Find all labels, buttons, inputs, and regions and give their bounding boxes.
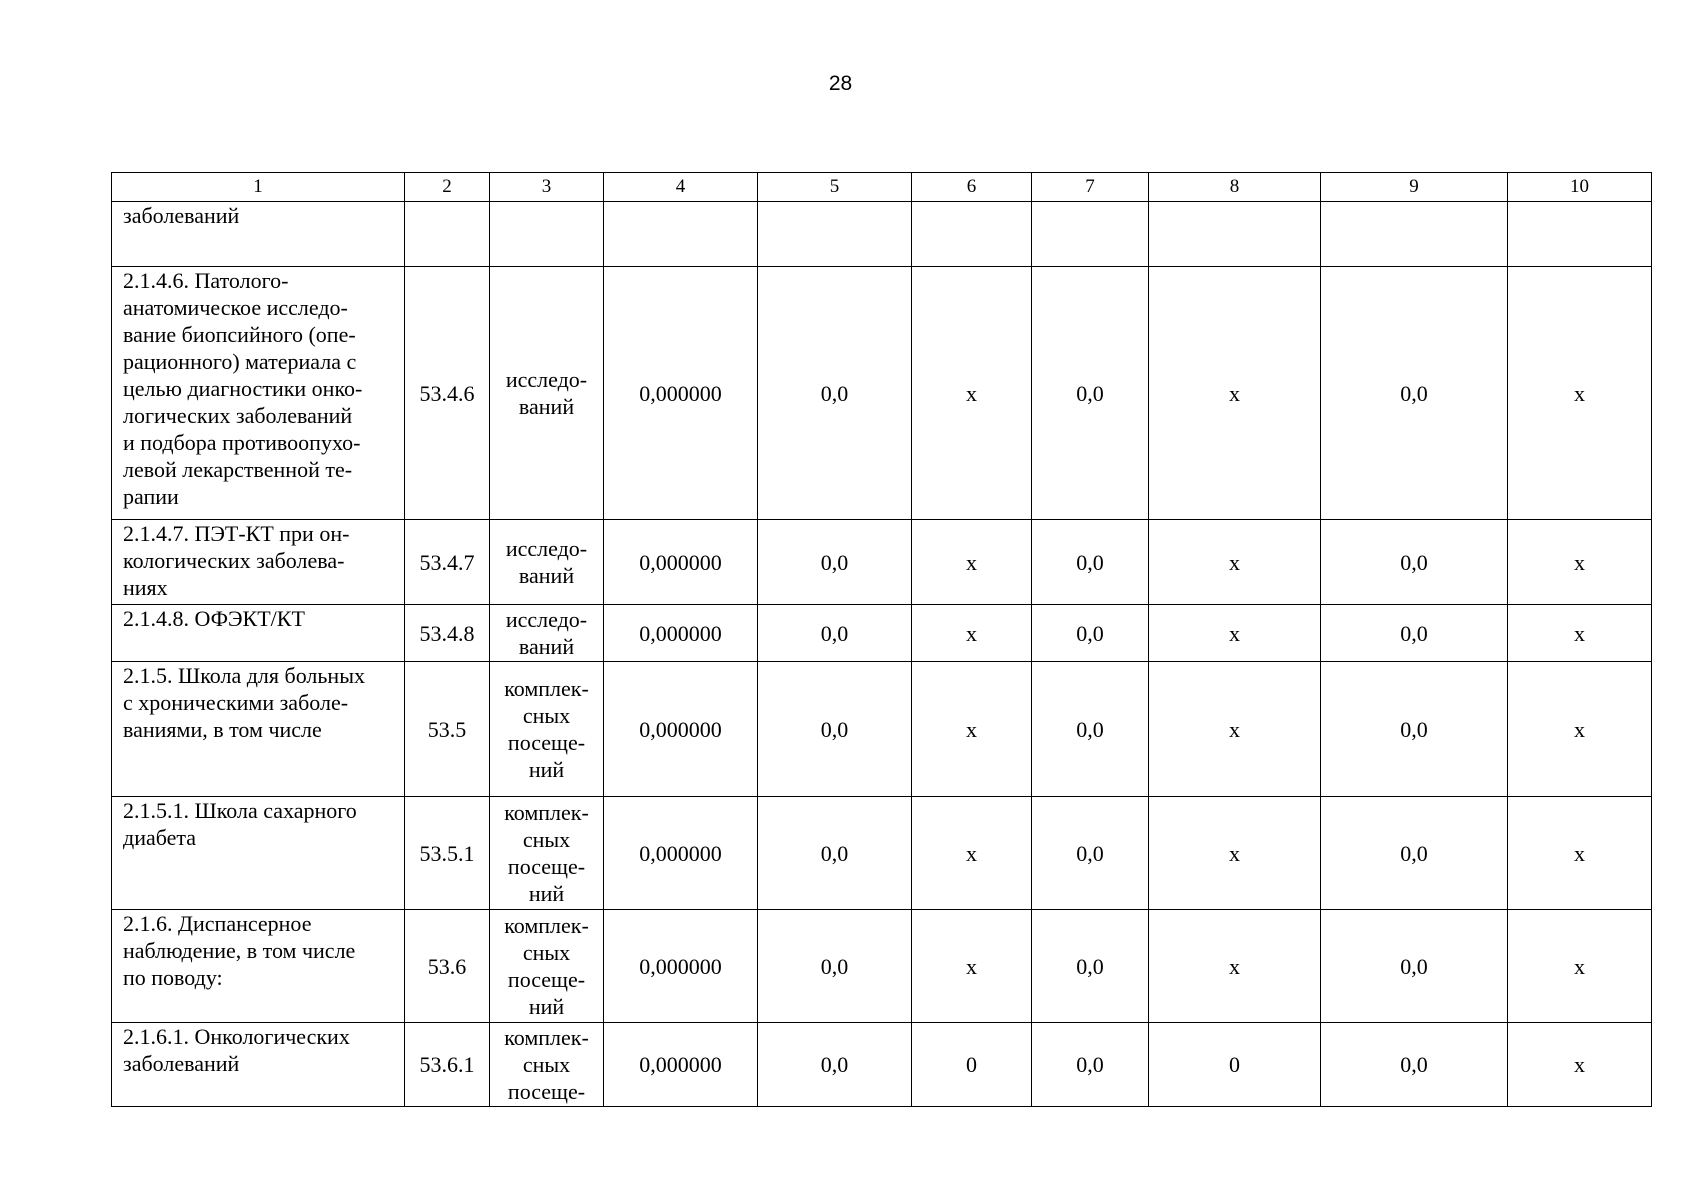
column-header: 4 xyxy=(604,173,758,202)
unit-line: посеще- xyxy=(507,854,586,879)
value-cell: х xyxy=(912,267,1032,520)
unit-cell xyxy=(490,1023,604,1107)
indicator-name-line: ниях xyxy=(123,575,168,600)
table-row xyxy=(112,1023,1652,1107)
indicator-name-cell xyxy=(112,797,405,910)
value-cell: 0 xyxy=(912,1023,1032,1107)
indicator-name-cell xyxy=(112,662,405,797)
value-cell xyxy=(1149,202,1321,267)
unit-line: сных xyxy=(522,827,571,852)
value-cell: 0,000000 xyxy=(604,910,758,1023)
value-cell: 0,0 xyxy=(1321,797,1508,910)
value-cell: х xyxy=(1508,1023,1652,1107)
value-cell: х xyxy=(1149,797,1321,910)
value-cell: 0,0 xyxy=(1032,1023,1149,1107)
indicator-name-line: 2.1.6.1. Онкологических xyxy=(123,1024,350,1049)
value-cell: 0,0 xyxy=(758,267,912,520)
table-row xyxy=(112,662,1652,797)
indicator-name-line: 2.1.4.8. ОФЭКТ/КТ xyxy=(123,606,305,631)
unit-line: ний xyxy=(528,994,565,1019)
indicator-name-line: 2.1.6. Диспансерное xyxy=(123,911,312,936)
unit-line: исследо- xyxy=(505,367,588,392)
value-cell: х xyxy=(1149,605,1321,662)
table-row xyxy=(112,520,1652,605)
indicator-name-line: рационного) материала с xyxy=(123,349,357,374)
indicator-name-line: диабета xyxy=(123,825,197,850)
value-cell: 0,0 xyxy=(1032,910,1149,1023)
value-cell: 0,0 xyxy=(1321,1023,1508,1107)
value-cell: 0,0 xyxy=(1032,605,1149,662)
value-cell: 0,0 xyxy=(758,605,912,662)
column-header: 6 xyxy=(912,173,1032,202)
unit-cell xyxy=(490,267,604,520)
indicator-name-line: заболеваний xyxy=(123,203,240,228)
unit-line: посеще- xyxy=(507,1079,586,1104)
value-cell: 0,000000 xyxy=(604,267,758,520)
indicator-name-cell xyxy=(112,1023,405,1107)
page-number: 28 xyxy=(828,72,853,95)
unit-line: сных xyxy=(522,703,571,728)
row-code-cell: 53.6 xyxy=(405,910,490,1023)
column-header: 7 xyxy=(1032,173,1149,202)
column-header: 2 xyxy=(405,173,490,202)
value-cell xyxy=(1321,202,1508,267)
unit-line: ний xyxy=(528,881,565,906)
unit-cell xyxy=(490,605,604,662)
indicator-name-line: наблюдение, в том числе xyxy=(123,938,356,963)
unit-cell xyxy=(490,910,604,1023)
value-cell: 0 xyxy=(1149,1023,1321,1107)
indicator-name-line: по поводу: xyxy=(123,965,223,990)
value-cell xyxy=(604,202,758,267)
unit-cell xyxy=(490,797,604,910)
unit-line: сных xyxy=(522,940,571,965)
value-cell xyxy=(758,202,912,267)
value-cell: 0,0 xyxy=(1321,267,1508,520)
value-cell: 0,0 xyxy=(758,1023,912,1107)
value-cell: х xyxy=(1149,910,1321,1023)
unit-line: исследо- xyxy=(505,536,588,561)
unit-cell xyxy=(490,662,604,797)
value-cell: 0,000000 xyxy=(604,797,758,910)
value-cell: 0,000000 xyxy=(604,662,758,797)
table-row xyxy=(112,797,1652,910)
unit-cell xyxy=(490,520,604,605)
unit-line: посеще- xyxy=(507,967,586,992)
column-header: 3 xyxy=(490,173,604,202)
value-cell: 0,0 xyxy=(758,662,912,797)
value-cell xyxy=(1508,202,1652,267)
value-cell: х xyxy=(1508,662,1652,797)
value-cell: 0,0 xyxy=(1321,520,1508,605)
row-code-cell: 53.5 xyxy=(405,662,490,797)
indicator-name-line: анатомическое исследо- xyxy=(123,295,348,320)
value-cell: х xyxy=(912,797,1032,910)
indicator-name-line: ваниями, в том числе xyxy=(123,717,322,742)
indicator-name-cell xyxy=(112,267,405,520)
indicator-name-line: целью диагностики онко- xyxy=(123,376,363,401)
row-code-cell: 53.6.1 xyxy=(405,1023,490,1107)
column-header: 10 xyxy=(1508,173,1652,202)
unit-line: ний xyxy=(528,757,565,782)
unit-line: комплек- xyxy=(504,676,589,701)
indicator-name-line: 2.1.4.7. ПЭТ-КТ при он- xyxy=(123,521,350,546)
indicator-name-cell xyxy=(112,202,405,267)
indicator-name-cell xyxy=(112,520,405,605)
data-table xyxy=(111,172,1652,1107)
value-cell: х xyxy=(1149,267,1321,520)
table-row xyxy=(112,910,1652,1023)
row-code-cell xyxy=(405,202,490,267)
unit-line: ваний xyxy=(518,563,575,588)
row-code-cell: 53.4.7 xyxy=(405,520,490,605)
unit-line: исследо- xyxy=(505,607,588,632)
value-cell: 0,000000 xyxy=(604,520,758,605)
indicator-name-line: логических заболеваний xyxy=(123,403,353,428)
value-cell: 0,0 xyxy=(1321,910,1508,1023)
value-cell xyxy=(912,202,1032,267)
indicator-name-line: 2.1.5. Школа для больных xyxy=(123,663,365,688)
column-header: 5 xyxy=(758,173,912,202)
value-cell xyxy=(1032,202,1149,267)
value-cell: х xyxy=(1149,520,1321,605)
value-cell: х xyxy=(1508,605,1652,662)
value-cell: 0,0 xyxy=(1032,267,1149,520)
unit-line: комплек- xyxy=(504,913,589,938)
value-cell: 0,0 xyxy=(758,910,912,1023)
value-cell: х xyxy=(1508,797,1652,910)
value-cell: 0,0 xyxy=(758,520,912,605)
indicator-name-line: 2.1.4.6. Патолого- xyxy=(123,268,289,293)
indicator-name-line: и подбора противоопухо- xyxy=(123,430,361,455)
value-cell: х xyxy=(912,910,1032,1023)
column-header: 9 xyxy=(1321,173,1508,202)
value-cell: х xyxy=(1508,520,1652,605)
value-cell: 0,0 xyxy=(758,797,912,910)
value-cell: 0,000000 xyxy=(604,1023,758,1107)
table-row xyxy=(112,202,1652,267)
indicator-name-line: с хроническими заболе- xyxy=(123,690,349,715)
indicator-name-line: заболеваний xyxy=(123,1051,240,1076)
indicator-name-line: рапии xyxy=(123,484,179,509)
column-header: 8 xyxy=(1149,173,1321,202)
value-cell: х xyxy=(912,605,1032,662)
value-cell: 0,0 xyxy=(1032,662,1149,797)
unit-cell xyxy=(490,202,604,267)
value-cell: х xyxy=(1508,910,1652,1023)
indicator-name-line: кологических заболева- xyxy=(123,548,345,573)
value-cell: 0,0 xyxy=(1032,520,1149,605)
value-cell: 0,000000 xyxy=(604,605,758,662)
row-code-cell: 53.5.1 xyxy=(405,797,490,910)
value-cell: 0,0 xyxy=(1321,662,1508,797)
unit-line: ваний xyxy=(518,394,575,419)
value-cell: х xyxy=(912,662,1032,797)
value-cell: х xyxy=(912,520,1032,605)
unit-line: комплек- xyxy=(504,800,589,825)
unit-line: посеще- xyxy=(507,730,586,755)
value-cell: 0,0 xyxy=(1321,605,1508,662)
unit-line: комплек- xyxy=(504,1025,589,1050)
value-cell: 0,0 xyxy=(1032,797,1149,910)
indicator-name-cell xyxy=(112,910,405,1023)
unit-line: ваний xyxy=(518,634,575,659)
column-header: 1 xyxy=(112,173,405,202)
table-row xyxy=(112,605,1652,662)
table-row xyxy=(112,267,1652,520)
indicator-name-line: левой лекарственной те- xyxy=(123,457,353,482)
value-cell: х xyxy=(1149,662,1321,797)
table-body xyxy=(112,202,1652,1107)
table-header-row xyxy=(112,173,1652,202)
unit-line: сных xyxy=(522,1052,571,1077)
row-code-cell: 53.4.8 xyxy=(405,605,490,662)
row-code-cell: 53.4.6 xyxy=(405,267,490,520)
value-cell: х xyxy=(1508,267,1652,520)
indicator-name-cell xyxy=(112,605,405,662)
indicator-name-line: 2.1.5.1. Школа сахарного xyxy=(123,798,357,823)
indicator-name-line: вание биопсийного (опе- xyxy=(123,322,356,347)
